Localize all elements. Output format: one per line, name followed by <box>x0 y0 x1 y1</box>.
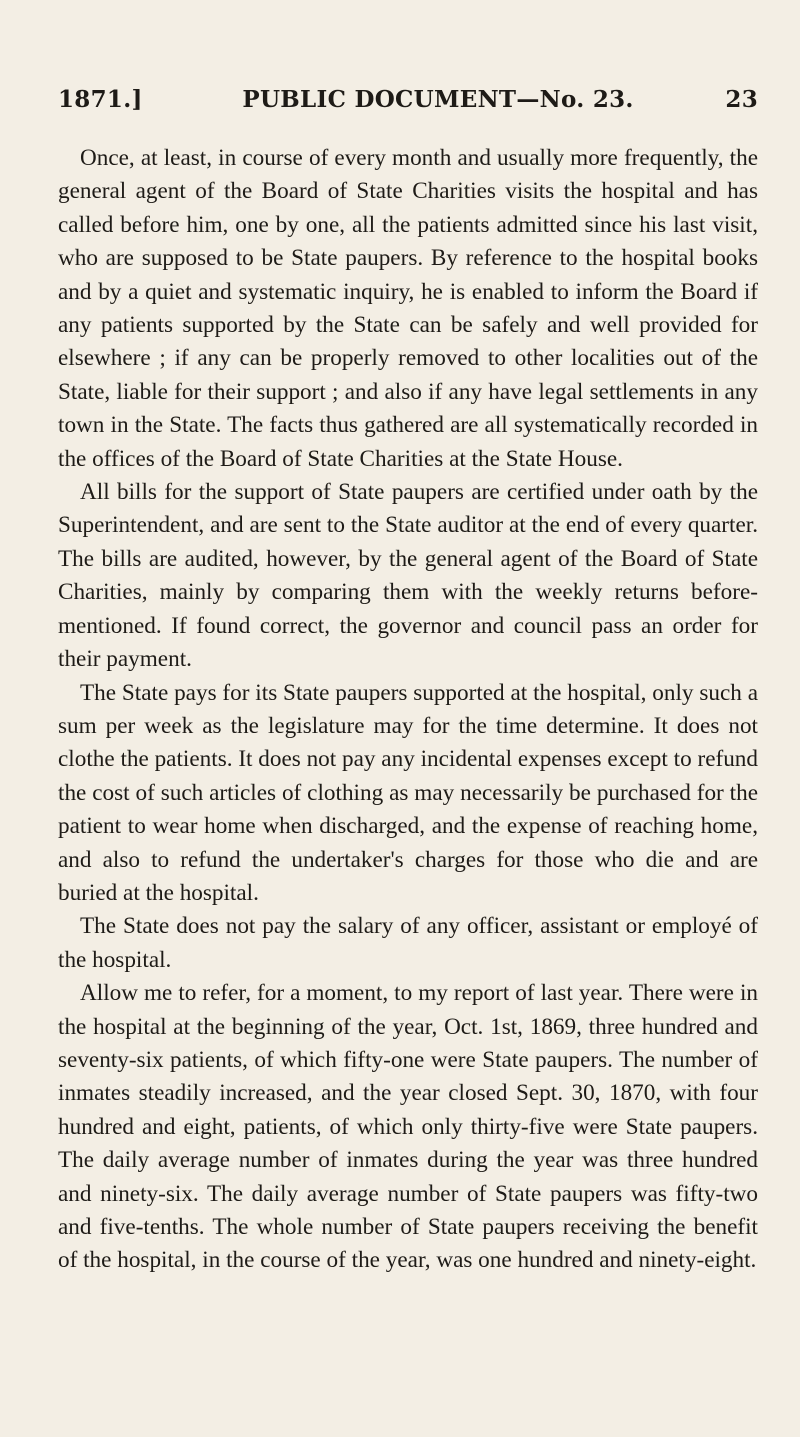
header-title: PUBLIC DOCUMENT—No. 23. <box>242 86 634 113</box>
paragraph-2: All bills for the support of State paupers are certified under oath by the Superintendent, and are sent to the State auditor at the end of every quarter. The bills are audited, however, by the general agent of the Board of State Charities, mainly by comparing them with the weekly returns before-mentioned. If found correct, the governor and council pass an order for their payment. <box>58 479 758 673</box>
header-year: 1871.] <box>58 86 143 113</box>
running-header <box>58 86 758 120</box>
paragraph-1: Once, at least, in course of every month and usually more frequently, the general agent of the Board of State Charities visits the hospital and has called before him, one by one, all the patients admitted since his last visit, who are supposed to be State paupers. By reference to the hospital books and by a quiet and systematic inquiry, he is enabled to inform the Board if any patients supported by the State can be safely and well provided for elsewhere ; if any can be properly removed to other localities out of the State, liable for their support ; and also if any have legal settlements in any town in the State. The facts thus gathered are all systematically recorded in the offices of the Board of State Charities at the State House. <box>58 145 758 472</box>
paragraph-4: The State does not pay the salary of any officer, assistant or employé of the hospital. <box>58 913 758 973</box>
page-number: 23 <box>725 86 758 113</box>
paragraph-3: The State pays for its State paupers supported at the hospital, only such a sum per week as the legislature may for the time determine. It does not clothe the patients. It does not pay any incidental expenses except to refund the cost of such articles of clothing as may necessarily be purchased for the patient to wear home when discharged, and the expense of reaching home, and also to refund the undertaker's charges for those who die and are buried at the hospital. <box>58 679 758 906</box>
body-text <box>58 142 758 1278</box>
paragraph-5: Allow me to refer, for a moment, to my report of last year. There were in the hospital at the beginning of the year, Oct. 1st, 1869, three hundred and seventy-six patients, of which fifty-one were State paupers. The number of inmates steadily increased, and the year closed Sept. 30, 1870, with four hundred and eight, patients, of which only thirty-five were State paupers. The daily average number of inmates during the year was three hundred and ninety-six. The daily average number of State paupers was fifty-two and five-tenths. The whole number of State paupers receiving the benefit of the hospital, in the course of the year, was one hundred and ninety-eight. <box>58 980 758 1274</box>
